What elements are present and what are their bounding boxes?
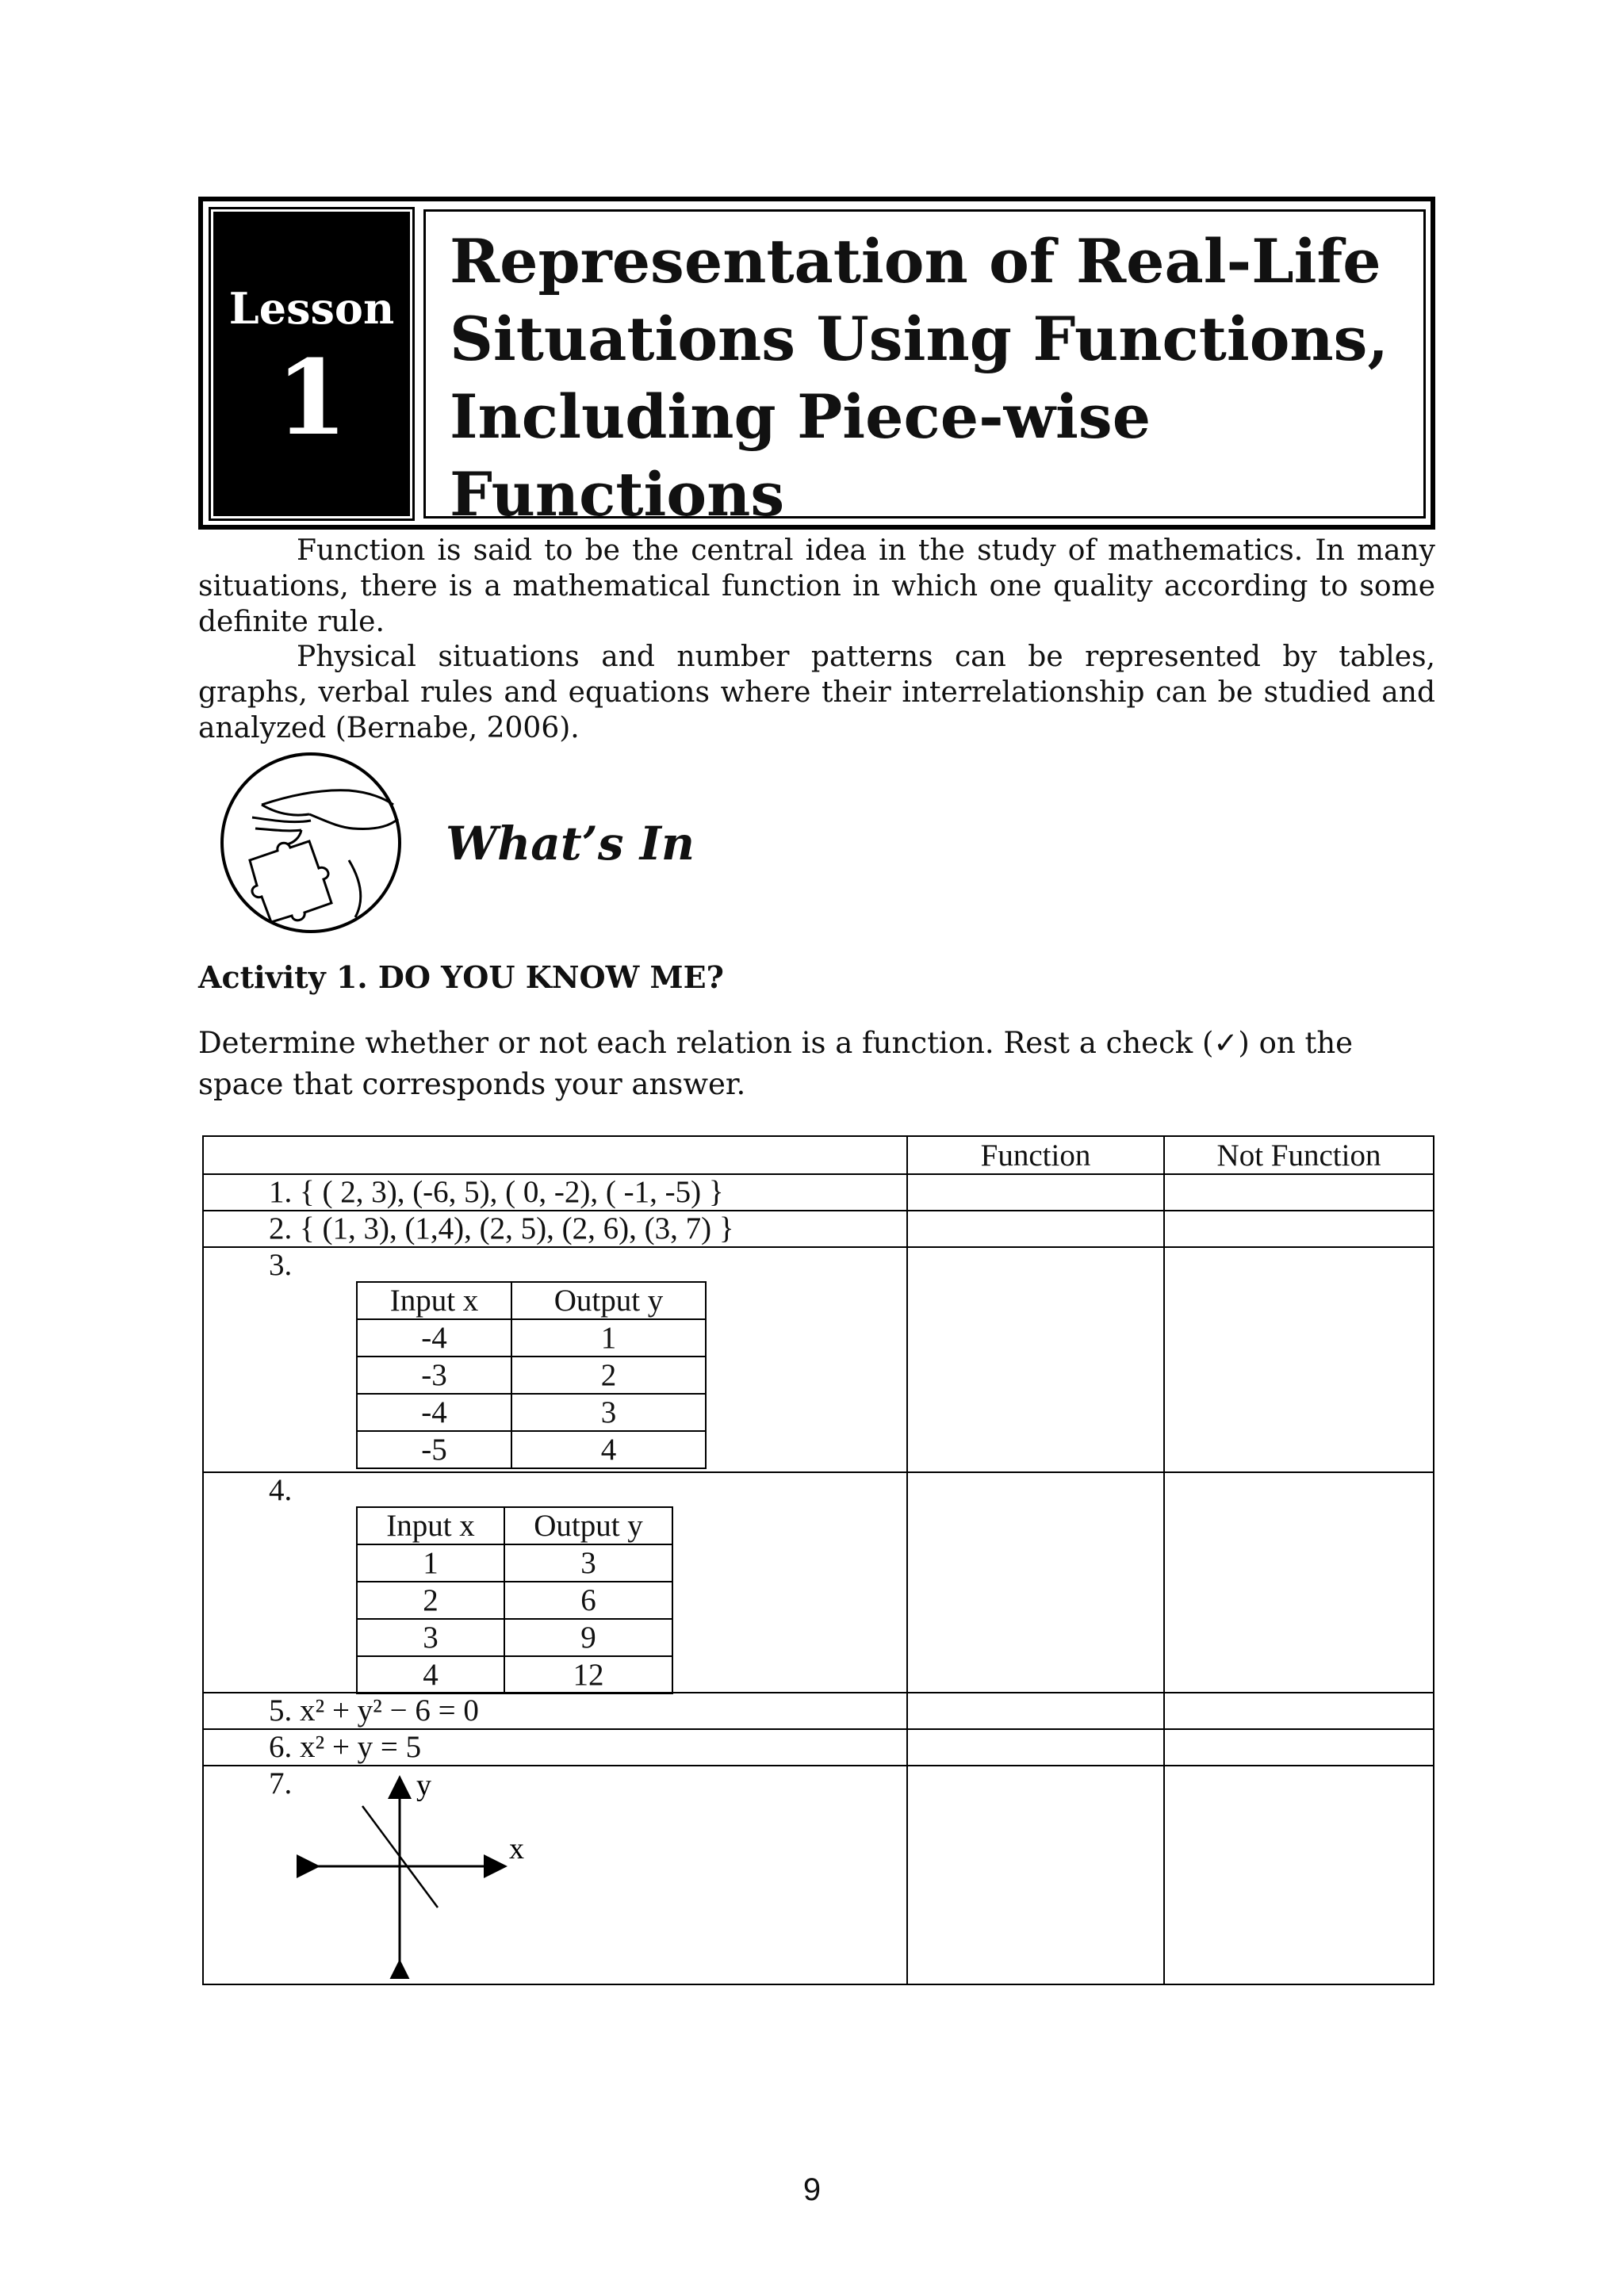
function-check-cell[interactable] [907,1766,1164,1984]
sub-table-row [357,1319,706,1357]
function-check-cell[interactable] [907,1247,1164,1472]
sub-table-header [357,1507,672,1544]
function-check-cell[interactable] [907,1211,1164,1247]
table-row [203,1766,1434,1984]
input-header: Input x [357,1282,511,1319]
lesson-title-box [423,209,1426,530]
intro-paragraph-1: Function is said to be the central idea in the study of mathematics. In many situations, there is a mathematical function in which one quality according to some definite rule. [198,534,1435,638]
table-row [203,1247,1434,1472]
sub-table-row [357,1544,672,1582]
page-number: 9 [802,2172,822,2207]
input-value: -3 [357,1357,511,1394]
item-cell [203,1729,907,1766]
input-value: 1 [357,1544,504,1582]
output-value: 6 [504,1582,672,1619]
lesson-label: Lesson [228,283,395,334]
item-cell [203,1211,907,1247]
table-row [203,1174,1434,1211]
input-value: 3 [357,1619,504,1656]
item-label: 7. [269,1766,293,1800]
output-value: 2 [511,1357,706,1394]
activity-instructions: Determine whether or not each relation is a function. Rest a check (✓) on the space that corresponds your answer. [198,1026,1354,1101]
not-function-check-cell[interactable] [1164,1247,1434,1472]
output-value: 12 [504,1656,672,1693]
item-label: 4. [269,1473,293,1507]
table-header-row [203,1136,1434,1174]
table-row [203,1472,1434,1693]
output-value: 9 [504,1619,672,1656]
not-function-check-cell[interactable] [1164,1211,1434,1247]
lesson-badge [211,209,412,519]
line-graph [291,1773,545,1979]
output-value: 3 [504,1544,672,1582]
not-function-check-cell[interactable] [1164,1693,1434,1729]
output-value: 4 [511,1431,706,1468]
activity-table [202,1135,1434,1985]
not-function-check-cell[interactable] [1164,1174,1434,1211]
header-item [203,1136,907,1174]
sub-table-row [357,1394,706,1431]
function-check-cell[interactable] [907,1693,1164,1729]
sub-table-row [357,1357,706,1394]
header-function: Function [907,1136,1164,1174]
x-axis-label: x [509,1832,524,1866]
item-cell [203,1472,907,1693]
table-row [203,1729,1434,1766]
item-cell [203,1247,907,1472]
lesson-header [198,197,1435,530]
input-value: 2 [357,1582,504,1619]
output-value: 1 [511,1319,706,1357]
table-row [203,1693,1434,1729]
input-value: -5 [357,1431,511,1468]
hand-puzzle-icon [214,741,408,939]
item-cell [203,1766,907,1984]
intro-paragraph-2: Physical situations and number patterns can be represented by tables, graphs, verbal rules and equations where their interrelationship can be studied and analyzed (Bernabe, 2006). [198,641,1435,744]
item-label: 1. { ( 2, 3), (-6, 5), ( 0, -2), ( -1, -5) } [269,1175,724,1209]
header-not-function: Not Function [1164,1136,1434,1174]
item-label: 3. [269,1248,293,1282]
activity-title: Activity 1. DO YOU KNOW ME? [198,959,724,995]
whats-in-title: What’s In [446,817,695,871]
sub-table-row [357,1656,672,1693]
sub-table-header [357,1282,706,1319]
y-axis-label: y [416,1773,431,1802]
item-label: 5. x² + y² − 6 = 0 [269,1693,479,1728]
input-header: Input x [357,1507,504,1544]
function-check-cell[interactable] [907,1174,1164,1211]
item-label: 6. x² + y = 5 [269,1730,422,1764]
output-value: 3 [511,1394,706,1431]
sub-table-row [357,1431,706,1468]
input-value: 4 [357,1656,504,1693]
item-cell [203,1174,907,1211]
item-label: 2. { (1, 3), (1,4), (2, 5), (2, 6), (3, 7) } [269,1211,734,1246]
not-function-check-cell[interactable] [1164,1766,1434,1984]
function-check-cell[interactable] [907,1472,1164,1693]
input-value: -4 [357,1394,511,1431]
lesson-title: Representation of Real-Life Situations Using Functions, Including Piece-wise Functions [450,226,1388,530]
item-cell [203,1693,907,1729]
function-check-cell[interactable] [907,1729,1164,1766]
table-row [203,1211,1434,1247]
input-output-table [356,1506,673,1694]
output-header: Output y [511,1282,706,1319]
sub-table-row [357,1582,672,1619]
output-header: Output y [504,1507,672,1544]
input-value: -4 [357,1319,511,1357]
not-function-check-cell[interactable] [1164,1729,1434,1766]
input-output-table [356,1281,707,1469]
sub-table-row [357,1619,672,1656]
not-function-check-cell[interactable] [1164,1472,1434,1693]
lesson-number: 1 [275,337,348,458]
